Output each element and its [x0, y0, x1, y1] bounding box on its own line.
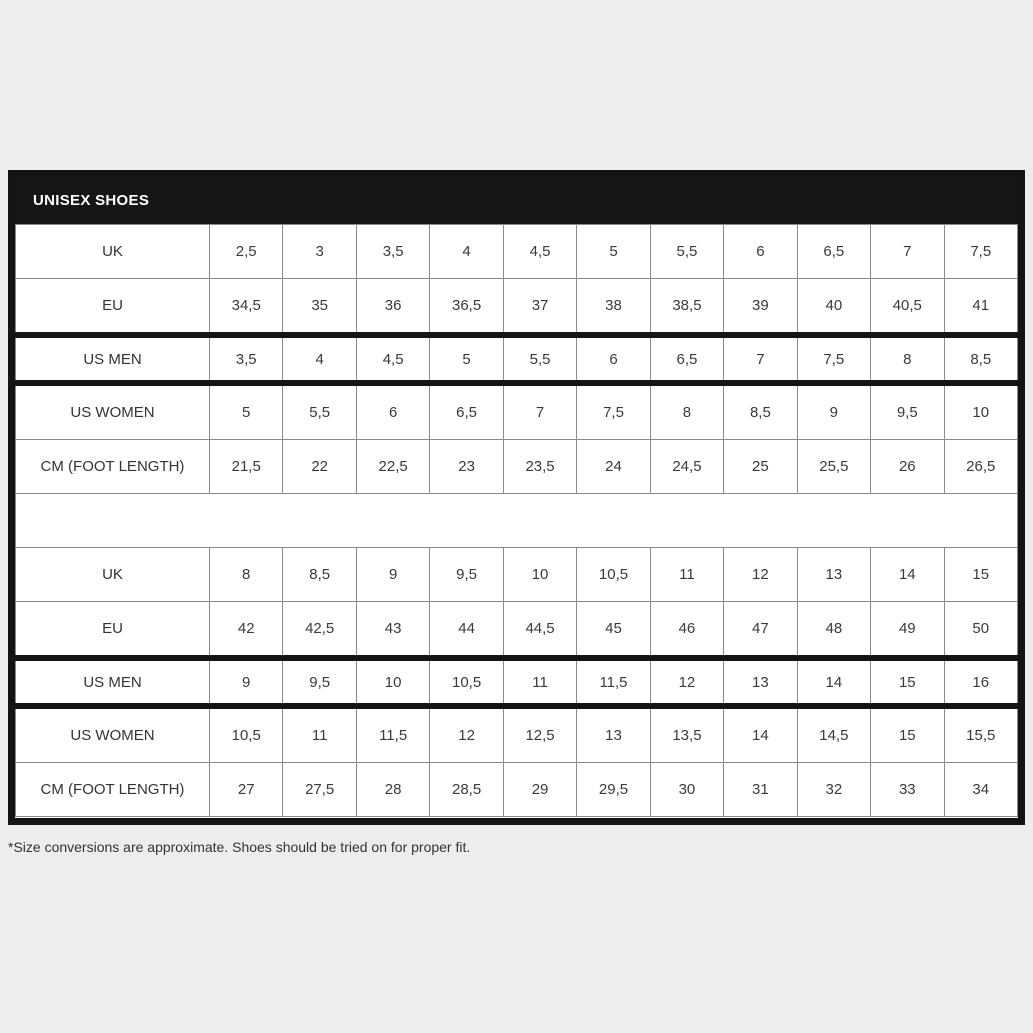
- size-value-cell: 13,5: [650, 706, 723, 763]
- size-value-cell: 36,5: [430, 279, 503, 336]
- size-value-cell: 15: [871, 658, 944, 706]
- size-value-cell: 9,5: [283, 658, 356, 706]
- size-value-cell: 6: [356, 383, 429, 440]
- size-value-cell: 46: [650, 602, 723, 659]
- table-row: [16, 440, 1018, 494]
- size-value-cell: 36: [356, 279, 429, 336]
- size-value-cell: 10: [503, 548, 576, 602]
- size-value-cell: 48: [797, 602, 870, 659]
- size-value-cell: 47: [724, 602, 797, 659]
- table-row: [16, 602, 1018, 659]
- table-row: [16, 706, 1018, 763]
- size-value-cell: 24: [577, 440, 650, 494]
- size-chart: [8, 170, 1025, 825]
- size-value-cell: 13: [724, 658, 797, 706]
- spacer-cell: [16, 494, 1018, 548]
- size-value-cell: 12,5: [503, 706, 576, 763]
- size-value-cell: 7,5: [944, 225, 1017, 279]
- size-value-cell: 49: [871, 602, 944, 659]
- size-value-cell: 25: [724, 440, 797, 494]
- size-value-cell: 11: [503, 658, 576, 706]
- size-value-cell: 5: [430, 335, 503, 383]
- size-value-cell: 9: [356, 548, 429, 602]
- size-value-cell: 8: [650, 383, 723, 440]
- size-value-cell: 30: [650, 763, 723, 817]
- size-value-cell: 10,5: [210, 706, 283, 763]
- size-value-cell: 15: [944, 548, 1017, 602]
- row-label: EU: [16, 602, 210, 659]
- size-value-cell: 32: [797, 763, 870, 817]
- size-value-cell: 14: [797, 658, 870, 706]
- size-value-cell: 37: [503, 279, 576, 336]
- row-label: US MEN: [16, 335, 210, 383]
- size-value-cell: 11,5: [356, 706, 429, 763]
- size-value-cell: 34: [944, 763, 1017, 817]
- size-value-cell: 10,5: [430, 658, 503, 706]
- size-value-cell: 29: [503, 763, 576, 817]
- size-value-cell: 13: [797, 548, 870, 602]
- row-label: EU: [16, 279, 210, 336]
- size-value-cell: 7: [503, 383, 576, 440]
- size-value-cell: 11: [650, 548, 723, 602]
- size-value-cell: 23: [430, 440, 503, 494]
- size-value-cell: 4,5: [503, 225, 576, 279]
- size-value-cell: 40,5: [871, 279, 944, 336]
- row-label: UK: [16, 548, 210, 602]
- size-table-body: [16, 225, 1018, 817]
- size-value-cell: 50: [944, 602, 1017, 659]
- row-label: US WOMEN: [16, 706, 210, 763]
- size-value-cell: 27,5: [283, 763, 356, 817]
- table-row: [16, 335, 1018, 383]
- row-label: US WOMEN: [16, 383, 210, 440]
- size-value-cell: 8,5: [283, 548, 356, 602]
- size-value-cell: 35: [283, 279, 356, 336]
- size-value-cell: 10: [944, 383, 1017, 440]
- size-value-cell: 15: [871, 706, 944, 763]
- size-value-cell: 16: [944, 658, 1017, 706]
- size-value-cell: 8: [210, 548, 283, 602]
- size-value-cell: 31: [724, 763, 797, 817]
- size-value-cell: 14: [724, 706, 797, 763]
- size-value-cell: 6,5: [797, 225, 870, 279]
- size-value-cell: 22: [283, 440, 356, 494]
- size-value-cell: 5,5: [650, 225, 723, 279]
- size-value-cell: 4: [430, 225, 503, 279]
- size-value-cell: 28: [356, 763, 429, 817]
- size-value-cell: 38: [577, 279, 650, 336]
- size-value-cell: 6,5: [430, 383, 503, 440]
- row-label: CM (FOOT LENGTH): [16, 763, 210, 817]
- size-value-cell: 7,5: [797, 335, 870, 383]
- size-value-cell: 11: [283, 706, 356, 763]
- size-value-cell: 39: [724, 279, 797, 336]
- size-value-cell: 9: [797, 383, 870, 440]
- size-value-cell: 7: [724, 335, 797, 383]
- size-value-cell: 2,5: [210, 225, 283, 279]
- size-value-cell: 12: [724, 548, 797, 602]
- size-value-cell: 6: [724, 225, 797, 279]
- size-value-cell: 33: [871, 763, 944, 817]
- size-value-cell: 6: [577, 335, 650, 383]
- size-value-cell: 3,5: [356, 225, 429, 279]
- size-value-cell: 12: [650, 658, 723, 706]
- size-value-cell: 26,5: [944, 440, 1017, 494]
- table-row: [16, 763, 1018, 817]
- size-value-cell: 22,5: [356, 440, 429, 494]
- size-value-cell: 7,5: [577, 383, 650, 440]
- size-value-cell: 8: [871, 335, 944, 383]
- row-label: US MEN: [16, 658, 210, 706]
- footnote: *Size conversions are approximate. Shoes should be tried on for proper fit.: [8, 839, 471, 855]
- size-value-cell: 5,5: [283, 383, 356, 440]
- size-value-cell: 40: [797, 279, 870, 336]
- table-title: UNISEX SHOES: [33, 192, 150, 209]
- row-label: UK: [16, 225, 210, 279]
- size-conversion-table: [15, 224, 1018, 817]
- size-value-cell: 13: [577, 706, 650, 763]
- size-value-cell: 29,5: [577, 763, 650, 817]
- size-value-cell: 7: [871, 225, 944, 279]
- size-value-cell: 42,5: [283, 602, 356, 659]
- table-row: [16, 658, 1018, 706]
- size-value-cell: 11,5: [577, 658, 650, 706]
- size-value-cell: 23,5: [503, 440, 576, 494]
- row-label: CM (FOOT LENGTH): [16, 440, 210, 494]
- table-title-bar: [15, 177, 1018, 224]
- size-value-cell: 4: [283, 335, 356, 383]
- size-value-cell: 8,5: [724, 383, 797, 440]
- size-value-cell: 21,5: [210, 440, 283, 494]
- size-value-cell: 5: [577, 225, 650, 279]
- size-value-cell: 5: [210, 383, 283, 440]
- size-value-cell: 34,5: [210, 279, 283, 336]
- spacer-row: [16, 494, 1018, 548]
- size-value-cell: 24,5: [650, 440, 723, 494]
- size-value-cell: 44: [430, 602, 503, 659]
- size-value-cell: 45: [577, 602, 650, 659]
- size-value-cell: 6,5: [650, 335, 723, 383]
- size-value-cell: 42: [210, 602, 283, 659]
- size-value-cell: 27: [210, 763, 283, 817]
- size-value-cell: 9,5: [871, 383, 944, 440]
- size-value-cell: 3,5: [210, 335, 283, 383]
- size-value-cell: 44,5: [503, 602, 576, 659]
- size-value-cell: 9: [210, 658, 283, 706]
- size-value-cell: 5,5: [503, 335, 576, 383]
- size-value-cell: 43: [356, 602, 429, 659]
- size-value-cell: 25,5: [797, 440, 870, 494]
- size-value-cell: 12: [430, 706, 503, 763]
- table-row: [16, 383, 1018, 440]
- size-value-cell: 14,5: [797, 706, 870, 763]
- size-value-cell: 10,5: [577, 548, 650, 602]
- size-value-cell: 28,5: [430, 763, 503, 817]
- table-row: [16, 279, 1018, 336]
- size-value-cell: 15,5: [944, 706, 1017, 763]
- size-value-cell: 41: [944, 279, 1017, 336]
- size-value-cell: 3: [283, 225, 356, 279]
- size-value-cell: 4,5: [356, 335, 429, 383]
- table-row: [16, 548, 1018, 602]
- size-value-cell: 38,5: [650, 279, 723, 336]
- size-value-cell: 8,5: [944, 335, 1017, 383]
- table-row: [16, 225, 1018, 279]
- size-value-cell: 9,5: [430, 548, 503, 602]
- size-value-cell: 26: [871, 440, 944, 494]
- size-value-cell: 14: [871, 548, 944, 602]
- size-value-cell: 10: [356, 658, 429, 706]
